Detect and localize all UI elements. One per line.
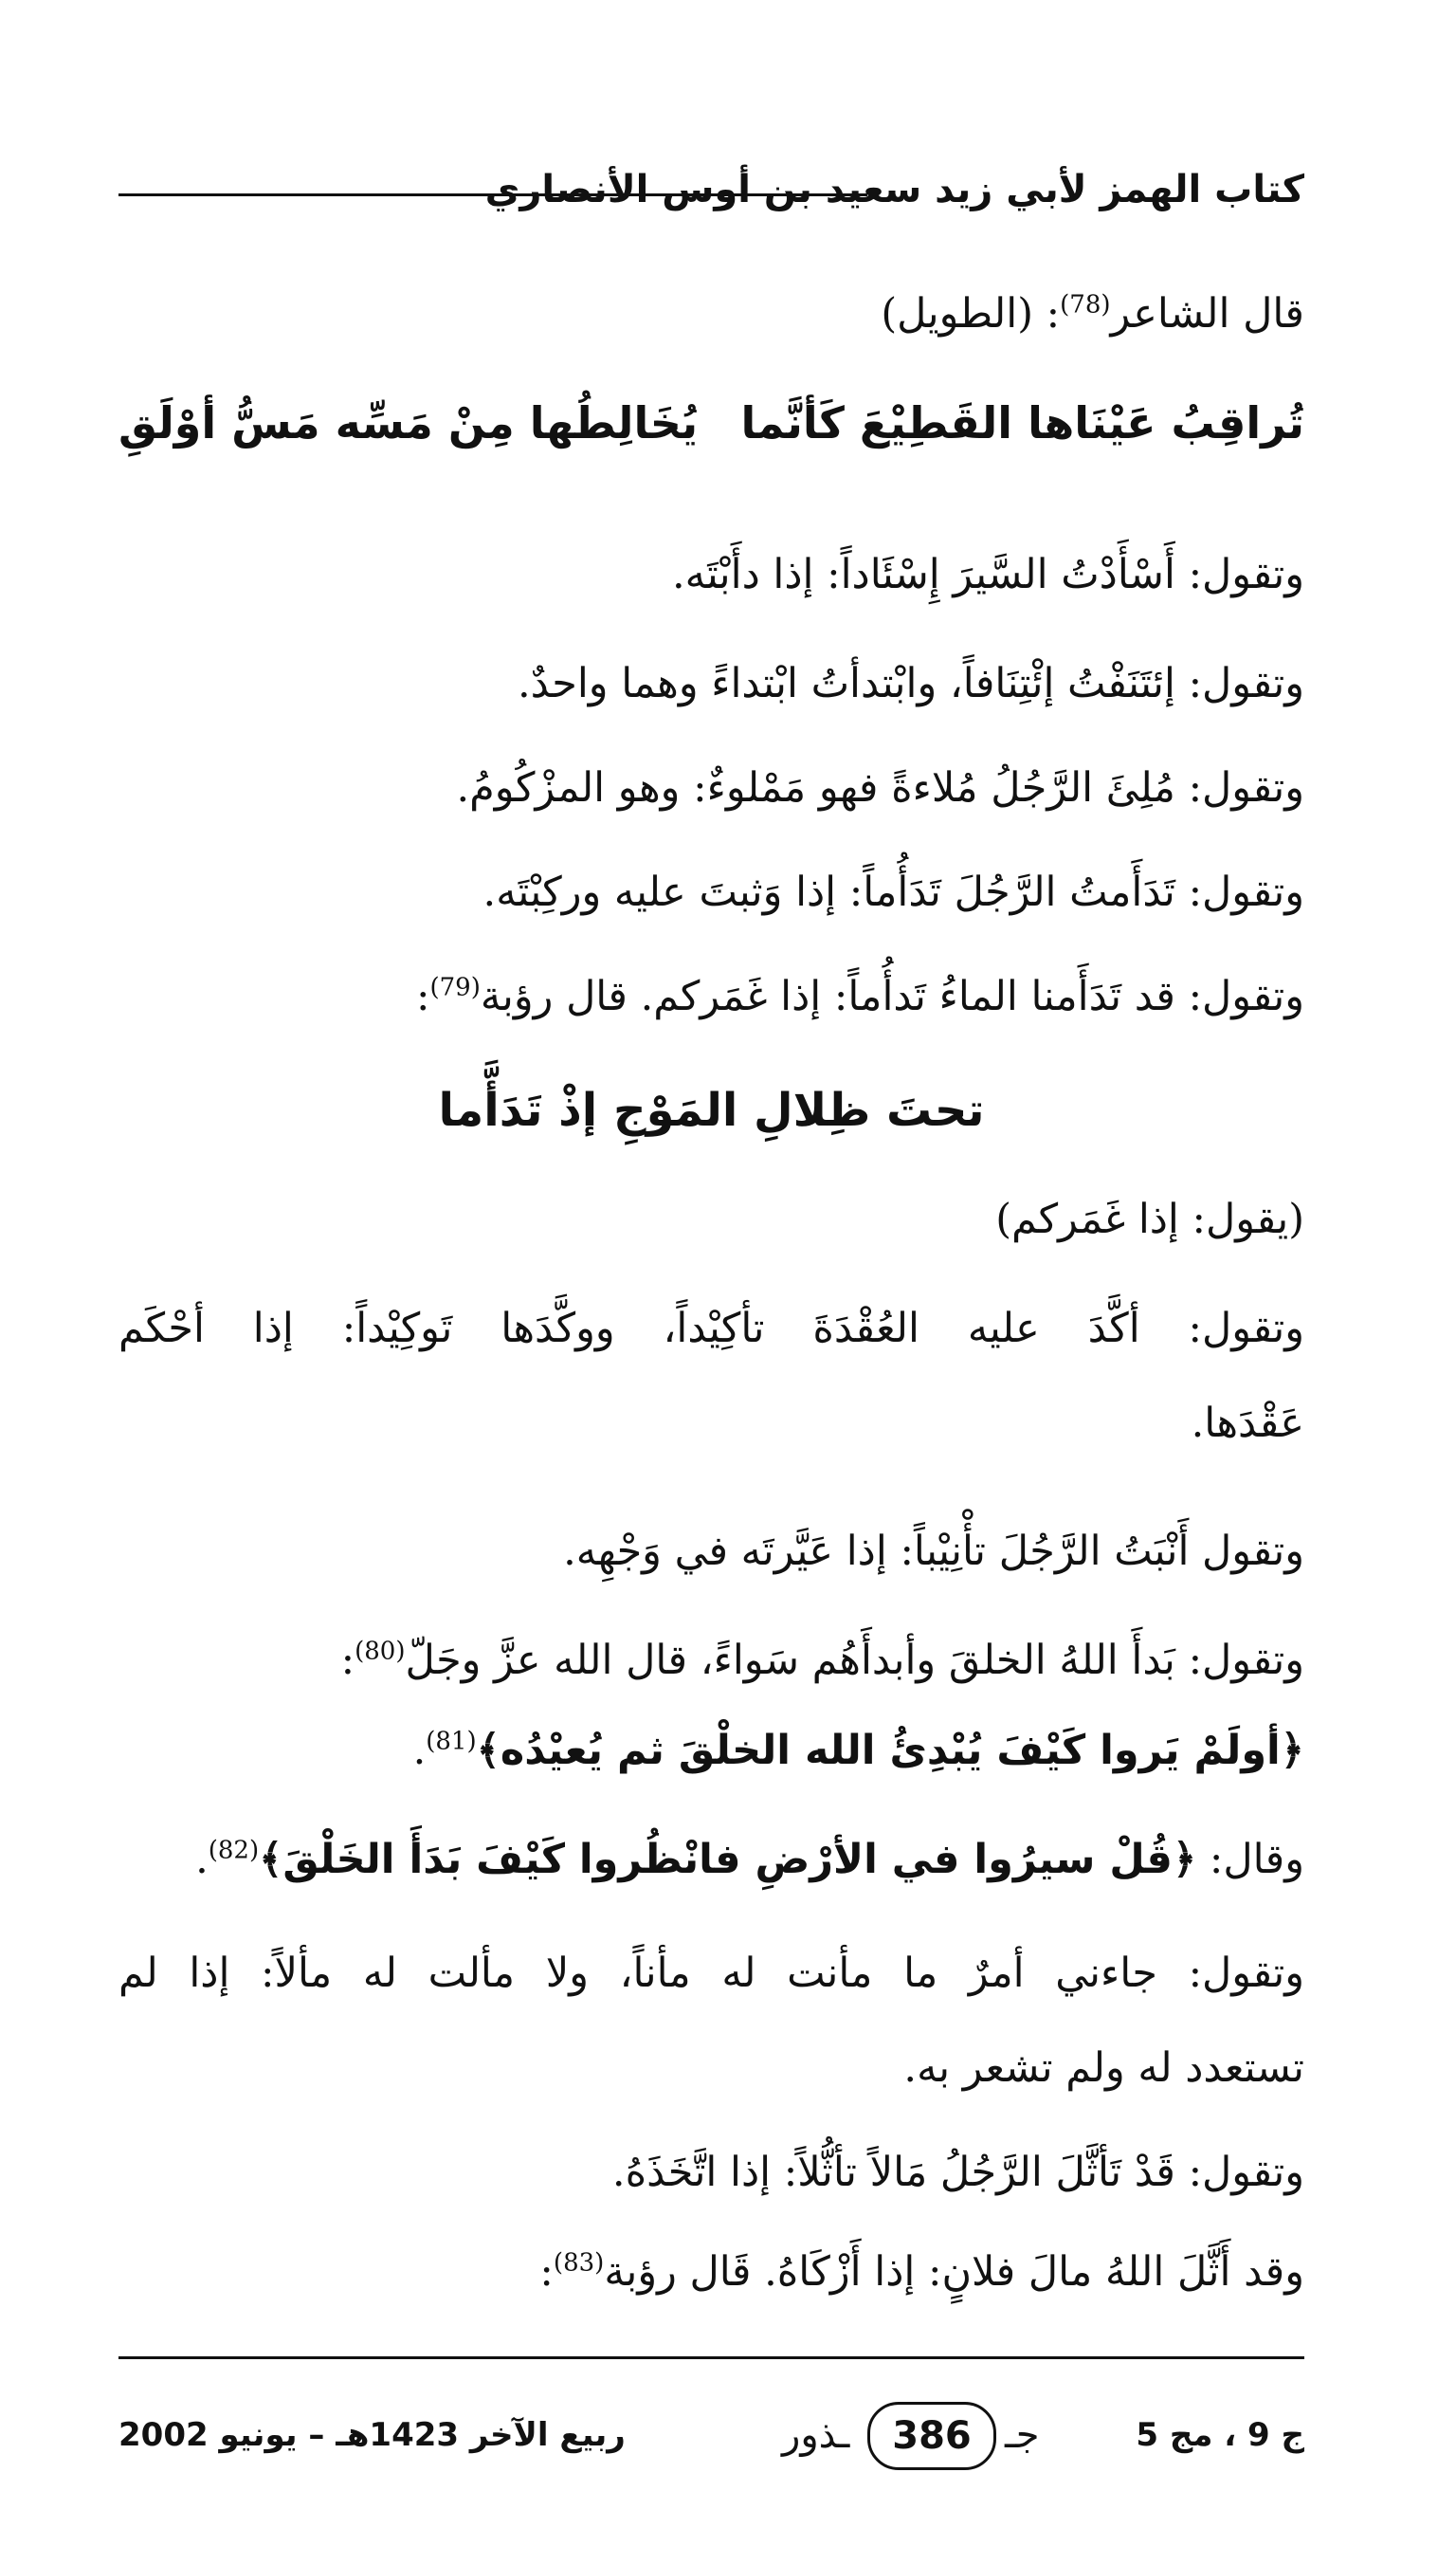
text-line: تستعدد له ولم تشعر به. <box>903 2044 1304 2092</box>
text-line: ﴿أولَمْ يَروا كَيْفَ يُبْدِئُ الله الخلْقَ ثم يُعيْدُه﴾$^{(81)}$. <box>412 1727 1304 1774</box>
page-footer <box>118 2356 1304 2489</box>
page-number: 386 <box>867 2402 996 2470</box>
footnote-ref: (78) <box>1060 290 1111 320</box>
footer-rule <box>118 2356 1304 2359</box>
text-line: (يقول: إذا غَمَركم) <box>995 1196 1304 1243</box>
footnote-ref: (79) <box>429 973 481 1002</box>
text-line: وتقول أَنْبَتُ الرَّجُلَ تأْنِيْباً: إذا عَيَّرتَه في وَجْهِه. <box>563 1528 1304 1575</box>
footnote-ref: (82) <box>208 1836 260 1865</box>
page-header <box>118 161 1304 237</box>
text-line: وتقول: بَدأَ اللهُ الخلقَ وأبدأَهُم سَواءً، قال الله عزَّ وجَلّ$^{(80)}$: <box>340 1637 1304 1684</box>
header-rule <box>118 193 867 196</box>
text-line: وتقول: أَسْأَدْتُ السَّيرَ إِسْئَاداً: إذا دأَبْتَه. <box>671 551 1304 598</box>
footnote-ref: (83) <box>553 2248 605 2278</box>
footnote-ref: (80) <box>355 1637 406 1666</box>
book-title: كتاب الهمز لأبي زيد سعيد بن أوس الأنصاري <box>484 168 1304 211</box>
journal-name-start: جـ <box>1005 2413 1040 2457</box>
volume-info: ج 9 ، مج 5 <box>1136 2416 1304 2454</box>
footnote-ref: (81) <box>426 1727 477 1756</box>
text-line: وتقول: قَدْ تَأثَّلَ الرَّجُلُ مَالاً تأثُّلاً: إذا اتَّخَذَهُ. <box>611 2149 1304 2196</box>
quran-quote: ﴿أولَمْ يَروا كَيْفَ يُبْدِئُ الله الخلْقَ ثم يُعيْدُه﴾ <box>476 1727 1304 1774</box>
text-line: عَقْدَها. <box>1191 1400 1304 1447</box>
rajaz-verse: تحتَ ظِلالِ المَوْجِ إذْ تَدَأَّما <box>438 1084 985 1137</box>
text-line: وتقول: أكَّدَ عليه العُقْدَةَ تأكِيْداً، ووكَّدَها تَوكِيْداً: إذا أحْكَم <box>118 1305 1304 1352</box>
text-line: وقال: ﴿قُلْ سيرُوا في الأرْضِ فانْظُروا كَيْفَ بَدَأَ الخَلْقَ﴾$^{(82)}$. <box>195 1836 1304 1883</box>
text-line: وتقول: مُلِئَ الرَّجُلُ مُلاءةً فهو مَمْلوءٌ: وهو المزْكُومُ. <box>456 764 1304 812</box>
text-line: وتقول: جاءني أمرٌ ما مأنت له مأناً، ولا مألت له مألاً: إذا لم <box>118 1950 1304 1997</box>
issue-date: ربيع الآخر 1423هـ – يونيو 2002 <box>118 2416 626 2454</box>
text-line: قال الشاعر$^{(78)}$: (الطويل) <box>881 290 1304 338</box>
quran-quote: ﴿قُلْ سيرُوا في الأرْضِ فانْظُروا كَيْفَ بَدَأَ الخَلْقَ﴾ <box>259 1836 1197 1883</box>
text-line: وقد أَثَّلَ اللهُ مالَ فلانٍ: إذا أَزْكَاهُ. قَال رؤبة$^{(83)}$: <box>539 2248 1304 2296</box>
verse-second-hemistich: يُخَالِطُها مِنْ مَسِّه مَسُّ أوْلَقِ <box>118 397 699 449</box>
journal-name-end: ـذور <box>782 2413 850 2457</box>
text-line: وتقول: إئتَنَفْتُ إئْتِنَافاً، وابْتدأتُ ابْتداءً وهما واحدٌ. <box>518 660 1304 707</box>
text-line: وتقول: قد تَدَأَمنا الماءُ تَدأُماً: إذا غَمَركم. قال رؤبة$^{(79)}$: <box>415 973 1304 1020</box>
poetry-verse <box>118 394 1304 452</box>
verse-first-hemistich: تُراقِبُ عَيْنَاها القَطِيْعَ كَأنَّما <box>740 397 1304 449</box>
text-line: وتقول: تَدَأَمتُ الرَّجُلَ تَدَأُماً: إذا وَثبتَ عليه وركِبْتَه. <box>482 869 1304 916</box>
